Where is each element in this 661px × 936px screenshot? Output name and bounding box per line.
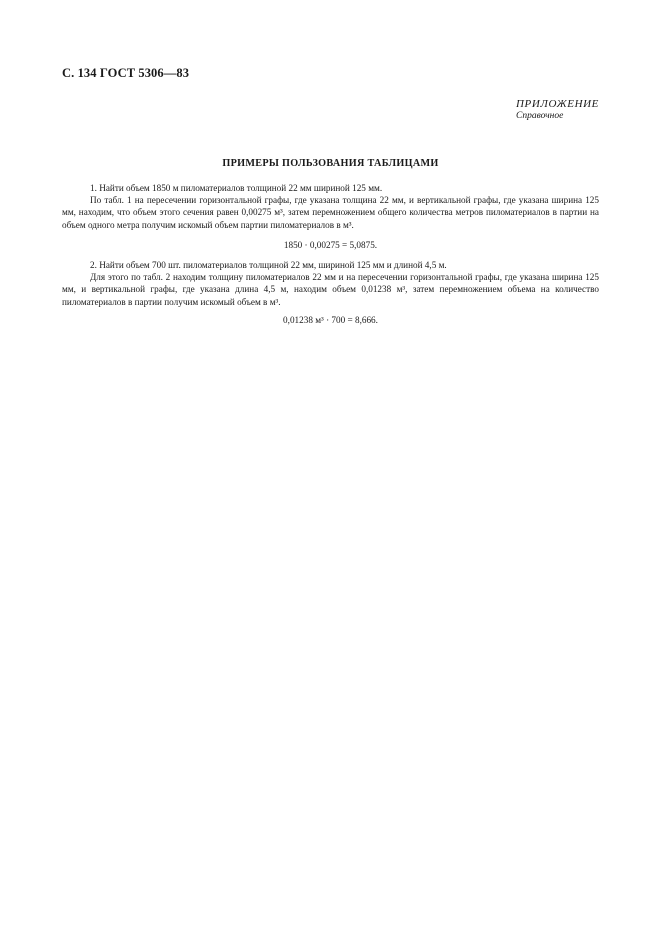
appendix-subtitle: Справочное [516, 111, 564, 121]
formula-1: 1850 · 0,00275 = 5,0875. [283, 239, 378, 250]
appendix-title: ПРИЛОЖЕНИЕ [516, 98, 599, 110]
appendix-label [516, 98, 599, 121]
paragraph-example-2-explanation: Для этого по табл. 2 находим толщину пиломатериалов 22 мм и на пересечении горизонтальной графы, где указана ширина 125 мм, и вертикальной графы, где указана длина 4,5 м, находим объем 0,01238 м³, затем перемножением объема на количество пиломатериалов в партии получим искомый объем в м³. [62, 272, 599, 307]
formula-2: 0,01238 м³ · 700 = 8,666. [283, 314, 378, 325]
body-text [62, 182, 599, 326]
page-header: С. 134 ГОСТ 5306—83 [62, 66, 190, 80]
section-title: ПРИМЕРЫ ПОЛЬЗОВАНИЯ ТАБЛИЦАМИ [222, 158, 439, 169]
paragraph-example-1-explanation: По табл. 1 на пересечении горизонтальной графы, где указана толщина 22 мм, и вертикальной графы, где указана ширина 125 мм, находим, что объем этого сечения равен 0,00275 м³, затем перемножением общего количества метров пиломатериалов в партии на объем одного метра получим искомый объем партии пиломатериалов в м³. [62, 195, 599, 230]
paragraph-example-1: 1. Найти объем 1850 м пиломатериалов толщиной 22 мм шириной 125 мм. [90, 183, 383, 193]
paragraph-example-2: 2. Найти объем 700 шт. пиломатериалов толщиной 22 мм, шириной 125 мм и длиной 4,5 м. [90, 260, 447, 271]
